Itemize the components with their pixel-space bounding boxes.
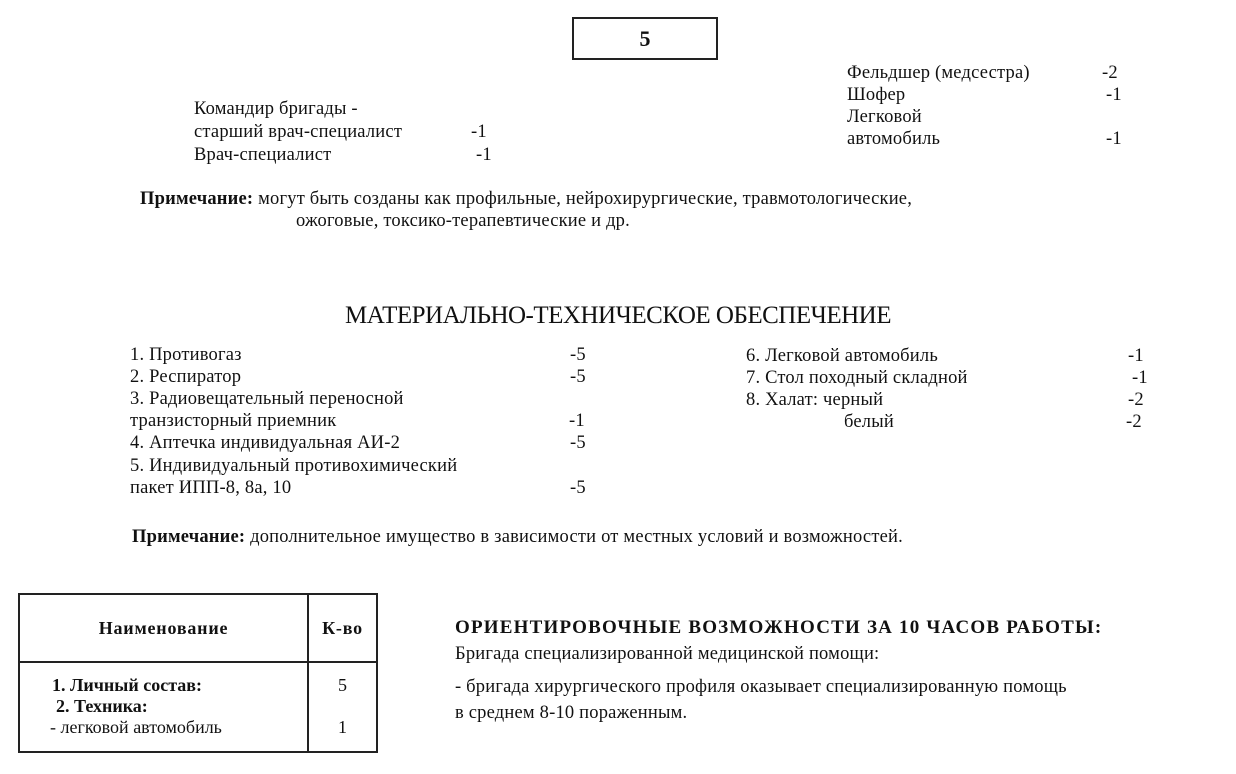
page-number: 5 bbox=[639, 25, 651, 51]
staff-right-qty: -1 bbox=[1106, 129, 1122, 149]
equipment-left-qty: -5 bbox=[570, 345, 586, 365]
table-qty-vehicles-blank bbox=[309, 696, 376, 717]
equipment-right-label: 8. Халат: черный bbox=[746, 390, 884, 410]
staff-left-item bbox=[194, 144, 331, 166]
table-qty-car: 1 bbox=[338, 717, 347, 737]
equipment-left-qty: -5 bbox=[570, 433, 586, 453]
note-2-label: Примечание: bbox=[132, 527, 246, 547]
staff-right-qty: -2 bbox=[1102, 63, 1118, 83]
table-row-vehicles: 2. Техника: bbox=[56, 696, 148, 716]
summary-table bbox=[18, 593, 378, 753]
staff-right-label: Шофер bbox=[847, 85, 906, 105]
staff-right-label: автомобиль bbox=[847, 129, 941, 149]
section-title: МАТЕРИАЛЬНО-ТЕХНИЧЕСКОЕ ОБЕСПЕЧЕНИЕ bbox=[345, 302, 891, 329]
table-row-personnel: 1. Личный состав: bbox=[52, 675, 202, 695]
table-cell-names bbox=[19, 662, 308, 752]
note-1-label: Примечание: bbox=[140, 189, 254, 209]
equipment-left-label: пакет ИПП-8, 8а, 10 bbox=[130, 478, 292, 498]
capabilities-line-3: в среднем 8-10 пораженным. bbox=[455, 703, 688, 723]
table-qty-personnel: 5 bbox=[338, 675, 347, 695]
equipment-right-label: 6. Легковой автомобиль bbox=[746, 346, 938, 366]
equipment-left-label: 3. Радиовещательный переносной bbox=[130, 389, 404, 409]
note-2-text: дополнительное имущество в зависимости от местных условий и возможностей. bbox=[250, 527, 903, 547]
page-number-box bbox=[572, 17, 718, 60]
note-2 bbox=[132, 526, 903, 548]
equipment-right-qty: -1 bbox=[1132, 368, 1148, 388]
equipment-right-label: белый bbox=[844, 412, 894, 432]
capabilities-line-1: Бригада специализированной медицинской помощи: bbox=[455, 644, 880, 664]
staff-right-qty: -1 bbox=[1106, 85, 1122, 105]
capabilities-title: ОРИЕНТИРОВОЧНЫЕ ВОЗМОЖНОСТИ ЗА 10 ЧАСОВ РАБОТЫ: bbox=[455, 617, 1103, 638]
table-header-row bbox=[19, 594, 377, 662]
equipment-left-label: 5. Индивидуальный противохимический bbox=[130, 456, 458, 476]
note-1-line-2: ожоговые, токсико-терапевтические и др. bbox=[296, 211, 630, 231]
equipment-left-label: 1. Противогаз bbox=[130, 345, 242, 365]
staff-left-label: старший врач-специалист bbox=[194, 122, 403, 142]
equipment-left-label: 2. Респиратор bbox=[130, 367, 242, 387]
table-row-car: - легковой автомобиль bbox=[50, 717, 222, 737]
staff-left-label: Командир бригады - bbox=[194, 99, 358, 119]
staff-left-item bbox=[194, 98, 358, 120]
staff-left-qty: -1 bbox=[476, 145, 492, 165]
staff-left-qty: -1 bbox=[471, 122, 487, 142]
table-header-name: Наименование bbox=[19, 594, 308, 662]
capabilities-line-2: - бригада хирургического профиля оказывает специализированную помощь bbox=[455, 677, 1067, 697]
staff-right-label: Легковой bbox=[847, 107, 922, 127]
equipment-right-label: 7. Стол походный складной bbox=[746, 368, 968, 388]
equipment-left-label: транзисторный приемник bbox=[130, 411, 337, 431]
note-1 bbox=[140, 188, 912, 210]
equipment-right-qty: -2 bbox=[1126, 412, 1142, 432]
note-1-line-1: могут быть созданы как профильные, нейрохирургические, травмотологические, bbox=[258, 189, 913, 209]
table-header-qty: К-во bbox=[308, 594, 377, 662]
staff-left-item bbox=[194, 121, 402, 143]
equipment-right-qty: -1 bbox=[1128, 346, 1144, 366]
equipment-left-qty: -5 bbox=[570, 478, 586, 498]
staff-right-label: Фельдшер (медсестра) bbox=[847, 63, 1030, 83]
equipment-left-label: 4. Аптечка индивидуальная АИ-2 bbox=[130, 433, 401, 453]
table-row bbox=[19, 662, 377, 752]
equipment-right-qty: -2 bbox=[1128, 390, 1144, 410]
equipment-left-qty: -1 bbox=[569, 411, 585, 431]
equipment-left-qty: -5 bbox=[570, 367, 586, 387]
table-cell-qtys bbox=[308, 662, 377, 752]
staff-left-label: Врач-специалист bbox=[194, 145, 332, 165]
